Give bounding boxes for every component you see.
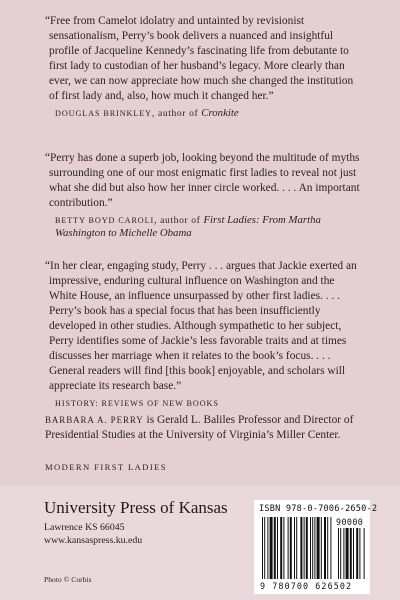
blurb-caroli bbox=[45, 151, 363, 240]
author-bio bbox=[45, 413, 363, 443]
publisher-city: Lawrence KS 66045 bbox=[44, 522, 125, 533]
barcode-addon: 90000 bbox=[336, 517, 364, 527]
blurb-quote: “In her clear, engaging study, Perry . . . argues that Jackie exerted an impressive, enduring cultural influence on Washington and the White House, an influence unsurpassed by other first ladies. . . . Perry’s book has a special focus that has been insufficiently developed in other studies. Although sympathetic to her subject, Perry identifies some of Jackie’s less favorable traits and at times discusses her marriage when it relates to the book’s focus. . . . General readers will find [this book] enjoyable, and scholars will appreciate its research base.” bbox=[45, 260, 357, 392]
author-bio-text: is Gerald L. Baliles Professor and Director of Presidential Studies at the University of Virginia’s Miller Center. bbox=[45, 414, 354, 441]
isbn-number: ISBN 978-0-7006-2650-2 bbox=[259, 504, 378, 514]
attribution-connector: , author of bbox=[151, 108, 202, 119]
blurb-attribution bbox=[55, 214, 363, 240]
publisher-name: University Press of Kansas bbox=[44, 498, 228, 517]
attribution-connector: , author of bbox=[154, 215, 204, 226]
attribution-work: Cronkite bbox=[201, 107, 239, 119]
attribution-name: DOUGLAS BRINKLEY bbox=[55, 109, 152, 118]
blurb-attribution bbox=[55, 107, 363, 120]
publisher-website: www.kansaspress.ku.edu bbox=[44, 535, 143, 546]
photo-credit: Photo © Corbis bbox=[44, 575, 92, 584]
barcode-icon bbox=[254, 500, 378, 594]
blurb-history-review bbox=[45, 259, 363, 410]
author-name: BARBARA A. PERRY bbox=[45, 415, 144, 425]
blurb-quote: “Perry has done a superb job, looking beyond the multitude of myths surrounding one of our most enigmatic first ladies to reveal not just what she did but also how her inner circle worked. . . . An important contribution.” bbox=[45, 152, 360, 209]
barcode-digits: 9 780700 626502 bbox=[260, 581, 353, 591]
blurb-attribution bbox=[55, 397, 363, 410]
series-title: MODERN FIRST LADIES bbox=[45, 462, 167, 472]
attribution-work: HISTORY: REVIEWS OF NEW BOOKS bbox=[55, 399, 219, 408]
blurb-quote: “Free from Camelot idolatry and untainted by revisionist sensationalism, Perry’s book delivers a nuanced and insightful profile of Jacqueline Kennedy’s fascinating life from debutante to first lady to custodian of her husband’s legacy. More clearly than ever, we can now appreciate how much she changed the institution of first lady and, also, how much it changed her.” bbox=[45, 15, 354, 102]
isbn-barcode bbox=[254, 500, 378, 594]
blurb-brinkley bbox=[45, 14, 363, 120]
attribution-name: BETTY BOYD CAROLI bbox=[55, 216, 155, 225]
attribution-work: First Ladies: From Martha Washington to Michelle Obama bbox=[55, 214, 321, 239]
